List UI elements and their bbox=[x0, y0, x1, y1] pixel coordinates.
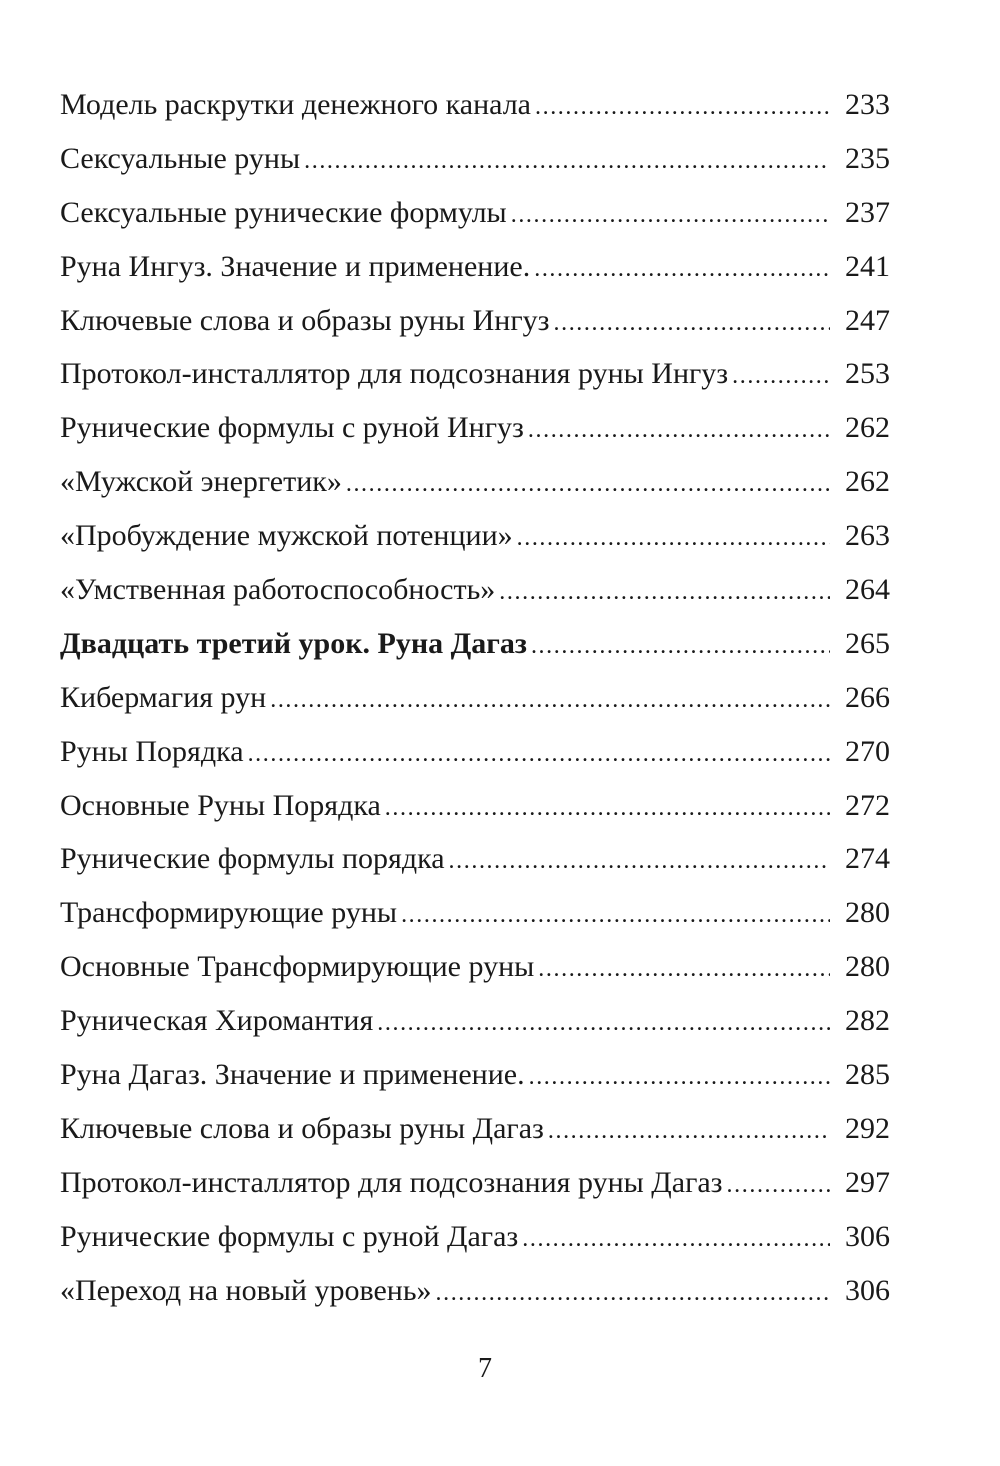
toc-entry-page: 241 bbox=[845, 249, 890, 283]
toc-entry-title: Модель раскрутки денежного канала bbox=[60, 88, 531, 121]
toc-entry bbox=[60, 78, 890, 132]
toc-entry bbox=[60, 563, 890, 617]
toc-entry-title: Сексуальные рунические формулы bbox=[60, 195, 507, 229]
toc-dot-leader bbox=[248, 728, 830, 779]
toc-entry bbox=[60, 940, 890, 994]
toc-entry-title: «Мужской энергетик» bbox=[60, 465, 342, 499]
toc-entry-title: Трансформирующие руны bbox=[60, 896, 398, 930]
toc-entry bbox=[60, 617, 890, 671]
toc-entry-page: 247 bbox=[845, 303, 890, 337]
toc-entry-page: 274 bbox=[845, 842, 890, 876]
toc-entry bbox=[60, 1102, 890, 1156]
toc-dot-leader bbox=[548, 1105, 830, 1156]
toc-dot-leader bbox=[531, 620, 830, 671]
toc-dot-leader bbox=[304, 135, 830, 186]
toc-entry-title: Протокол-инсталлятор для подсознания руны Ингуз bbox=[60, 357, 729, 391]
toc-entry bbox=[60, 994, 890, 1048]
toc-dot-leader bbox=[377, 997, 830, 1048]
toc-entry-title: Руны Порядка bbox=[60, 734, 244, 768]
toc-entry bbox=[60, 294, 890, 348]
toc-entry-page: 280 bbox=[845, 896, 890, 930]
toc-entry-title: Протокол-инсталлятор для подсознания руны Дагаз bbox=[60, 1165, 723, 1199]
toc-entry-page: 306 bbox=[845, 1273, 890, 1307]
toc-dot-leader bbox=[535, 81, 830, 132]
toc-dot-leader bbox=[732, 350, 830, 401]
toc-dot-leader bbox=[517, 512, 830, 563]
toc-dot-leader bbox=[346, 458, 830, 509]
toc-entry bbox=[60, 455, 890, 509]
toc-entry-title: Основные Трансформирующие руны bbox=[60, 950, 535, 984]
toc-dot-leader bbox=[436, 1267, 831, 1318]
toc-entry-page: 270 bbox=[845, 734, 890, 768]
toc-dot-leader bbox=[499, 566, 830, 617]
toc-entry bbox=[60, 1156, 890, 1210]
toc-entry-title: Основные Руны Порядка bbox=[60, 788, 381, 822]
toc-dot-leader bbox=[529, 1051, 830, 1102]
toc-entry-title: Рунические формулы порядка bbox=[60, 842, 445, 876]
toc-dot-leader bbox=[727, 1159, 830, 1210]
toc-entry-title: «Умственная работоспособность» bbox=[60, 573, 496, 607]
toc-entry-page: 272 bbox=[845, 788, 890, 822]
toc-entry bbox=[60, 401, 890, 455]
toc-entry-page: 297 bbox=[845, 1165, 890, 1199]
toc-entry-page: 306 bbox=[845, 1219, 890, 1253]
toc-dot-leader bbox=[511, 189, 830, 240]
toc-entry-page: 292 bbox=[845, 1111, 890, 1145]
toc-dot-leader bbox=[270, 674, 830, 725]
toc-entry-title: Ключевые слова и образы руны Дагаз bbox=[60, 1111, 544, 1145]
toc-entry-title: Двадцать третий урок. Руна Дагаз bbox=[60, 626, 527, 660]
toc-entry-title: «Пробуждение мужской потенции» bbox=[60, 519, 513, 553]
toc-entry bbox=[60, 886, 890, 940]
toc-entry-page: 262 bbox=[845, 411, 890, 445]
toc-entry bbox=[60, 1048, 890, 1102]
toc-entry-page: 262 bbox=[845, 465, 890, 499]
toc-entry bbox=[60, 725, 890, 779]
toc-dot-leader bbox=[538, 943, 830, 994]
toc-entry-page: 253 bbox=[845, 357, 890, 391]
toc-entry-title: «Переход на новый уровень» bbox=[60, 1273, 432, 1307]
toc-entry-page: 265 bbox=[845, 626, 890, 660]
toc-entry bbox=[60, 240, 890, 294]
toc-entry bbox=[60, 671, 890, 725]
toc-entry-title: Руна Ингуз. Значение и применение. bbox=[60, 249, 531, 283]
toc-entry bbox=[60, 132, 890, 186]
toc-dot-leader bbox=[554, 297, 831, 348]
toc-entry bbox=[60, 1264, 890, 1318]
toc-dot-leader bbox=[401, 889, 830, 940]
toc-entry-title: Рунические формулы с руной Ингуз bbox=[60, 411, 524, 445]
toc-entry-title: Руна Дагаз. Значение и применение. bbox=[60, 1058, 525, 1092]
toc-entry bbox=[60, 1210, 890, 1264]
toc-dot-leader bbox=[449, 835, 830, 886]
toc-entry-page: 263 bbox=[845, 519, 890, 553]
toc-entry-page: 237 bbox=[845, 195, 890, 229]
toc-dot-leader bbox=[534, 243, 830, 294]
toc-entry-page: 282 bbox=[845, 1004, 890, 1038]
toc-entry bbox=[60, 779, 890, 833]
toc-dot-leader bbox=[385, 782, 830, 833]
toc-dot-leader bbox=[522, 1213, 830, 1264]
toc-entry bbox=[60, 347, 890, 401]
toc-entry-title: Кибермагия рун bbox=[60, 680, 267, 714]
toc-entry-page: 264 bbox=[845, 573, 890, 607]
toc-entry-title: Рунические формулы с руной Дагаз bbox=[60, 1219, 519, 1253]
toc-entry-page: 233 bbox=[845, 88, 890, 121]
toc-entry-title: Руническая Хиромантия bbox=[60, 1004, 374, 1038]
page-number: 7 bbox=[478, 1353, 492, 1384]
table-of-contents bbox=[60, 78, 890, 1317]
toc-entry-title: Сексуальные руны bbox=[60, 141, 301, 175]
toc-entry bbox=[60, 509, 890, 563]
toc-entry-title: Ключевые слова и образы руны Ингуз bbox=[60, 303, 550, 337]
toc-entry bbox=[60, 186, 890, 240]
toc-entry-page: 285 bbox=[845, 1058, 890, 1092]
toc-dot-leader bbox=[528, 404, 830, 455]
toc-entry-page: 235 bbox=[845, 141, 890, 175]
toc-entry-page: 280 bbox=[845, 950, 890, 984]
toc-entry-page: 266 bbox=[845, 680, 890, 714]
toc-entry bbox=[60, 832, 890, 886]
